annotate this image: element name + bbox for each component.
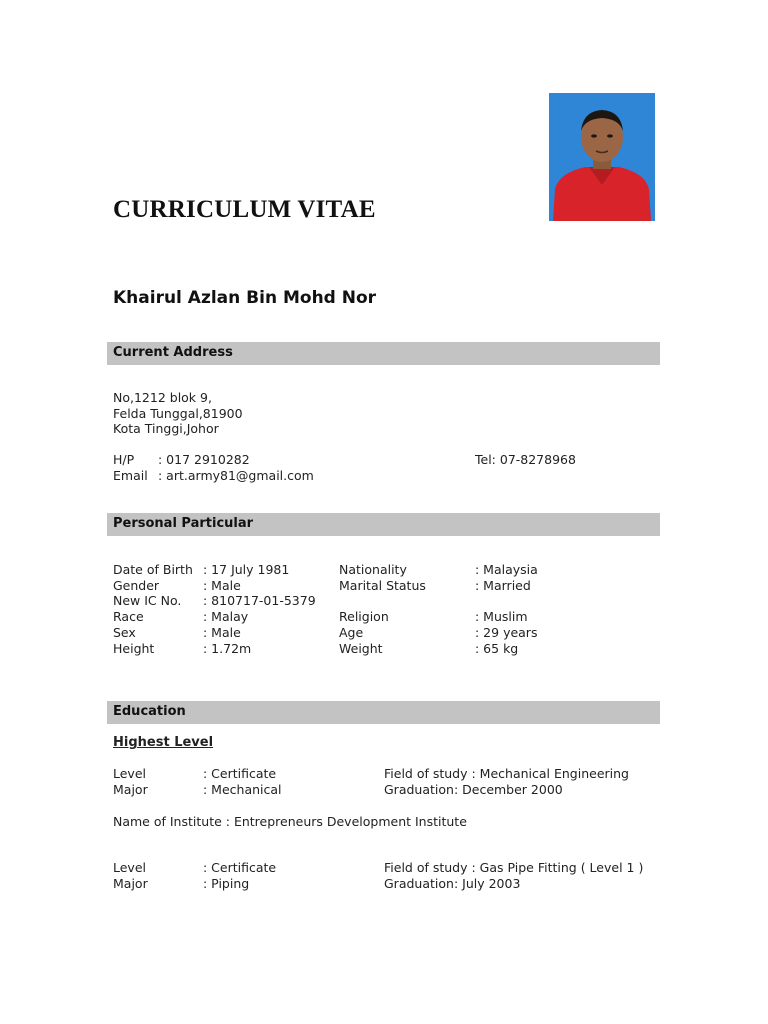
institute-name: Name of Institute : Entrepreneurs Development Institute xyxy=(113,814,467,829)
personal-right-labels xyxy=(339,562,426,656)
field-value: : 810717-01-5379 xyxy=(203,593,316,609)
hp-label: H/P xyxy=(113,452,135,467)
section-header-education xyxy=(107,701,660,724)
section-title: Personal Particular xyxy=(113,516,254,531)
field-label: Level xyxy=(113,766,146,781)
tel-value: Tel: 07-8278968 xyxy=(475,452,576,467)
address-line: No,1212 blok 9, xyxy=(113,390,212,405)
section-header-personal xyxy=(107,513,660,536)
address-line: Felda Tunggal,81900 xyxy=(113,405,243,421)
field-value: : 17 July 1981 xyxy=(203,562,290,577)
field-label: Gender xyxy=(113,577,160,593)
field-label xyxy=(339,593,426,609)
field-value: : 1.72m xyxy=(203,640,252,656)
field-value: : Mechanical xyxy=(203,781,282,797)
field-label: Height xyxy=(113,640,155,656)
field-value xyxy=(475,593,538,609)
field-of-study: Field of study : Gas Pipe Fitting ( Level 1 ) xyxy=(384,860,644,875)
email-label: Email xyxy=(113,468,148,483)
address-block xyxy=(113,390,243,437)
field-value: : Muslim xyxy=(475,609,528,625)
section-title: Education xyxy=(113,704,186,719)
edu1-labels xyxy=(113,766,148,797)
edu2-values xyxy=(203,860,276,891)
subheading-highest-level: Highest Level xyxy=(113,735,214,750)
document-title: CURRICULUM VITAE xyxy=(113,196,376,223)
field-label: Race xyxy=(113,609,144,625)
field-label: Level xyxy=(113,860,146,875)
field-label: Marital Status xyxy=(339,577,426,593)
field-label: Weight xyxy=(339,640,383,656)
candidate-name: Khairul Azlan Bin Mohd Nor xyxy=(113,288,377,308)
section-header-address xyxy=(107,342,660,365)
field-value: : Malaysia xyxy=(475,562,538,577)
field-value: : Certificate xyxy=(203,766,277,781)
edu1-values xyxy=(203,766,282,797)
field-label: Religion xyxy=(339,609,389,625)
field-value: : Married xyxy=(475,577,531,593)
personal-left-values xyxy=(203,562,316,656)
field-value: : 65 kg xyxy=(475,640,519,656)
section-title: Current Address xyxy=(113,345,233,360)
edu2-details xyxy=(384,860,643,891)
field-value: : Malay xyxy=(203,609,249,625)
field-of-study: Field of study : Mechanical Engineering xyxy=(384,766,629,781)
field-label: Sex xyxy=(113,624,136,640)
field-label: Major xyxy=(113,781,148,797)
field-value: : 29 years xyxy=(475,624,538,640)
hp-value: : 017 2910282 xyxy=(158,452,250,467)
graduation: Graduation: July 2003 xyxy=(384,875,521,891)
profile-photo xyxy=(549,93,655,221)
field-value: : Piping xyxy=(203,875,250,891)
field-label: Nationality xyxy=(339,562,407,577)
field-value: : Certificate xyxy=(203,860,277,875)
edu1-details xyxy=(384,766,629,797)
address-line: Kota Tinggi,Johor xyxy=(113,421,219,437)
portrait-image xyxy=(549,93,655,221)
field-value: : Male xyxy=(203,577,241,593)
field-label: New IC No. xyxy=(113,593,182,609)
field-label: Major xyxy=(113,875,148,891)
personal-right-values xyxy=(475,562,538,656)
graduation: Graduation: December 2000 xyxy=(384,781,563,797)
field-label: Age xyxy=(339,624,364,640)
email-value: : art.army81@gmail.com xyxy=(158,468,314,483)
personal-left-labels xyxy=(113,562,193,656)
field-label: Date of Birth xyxy=(113,562,193,577)
field-value: : Male xyxy=(203,624,241,640)
edu2-labels xyxy=(113,860,148,891)
